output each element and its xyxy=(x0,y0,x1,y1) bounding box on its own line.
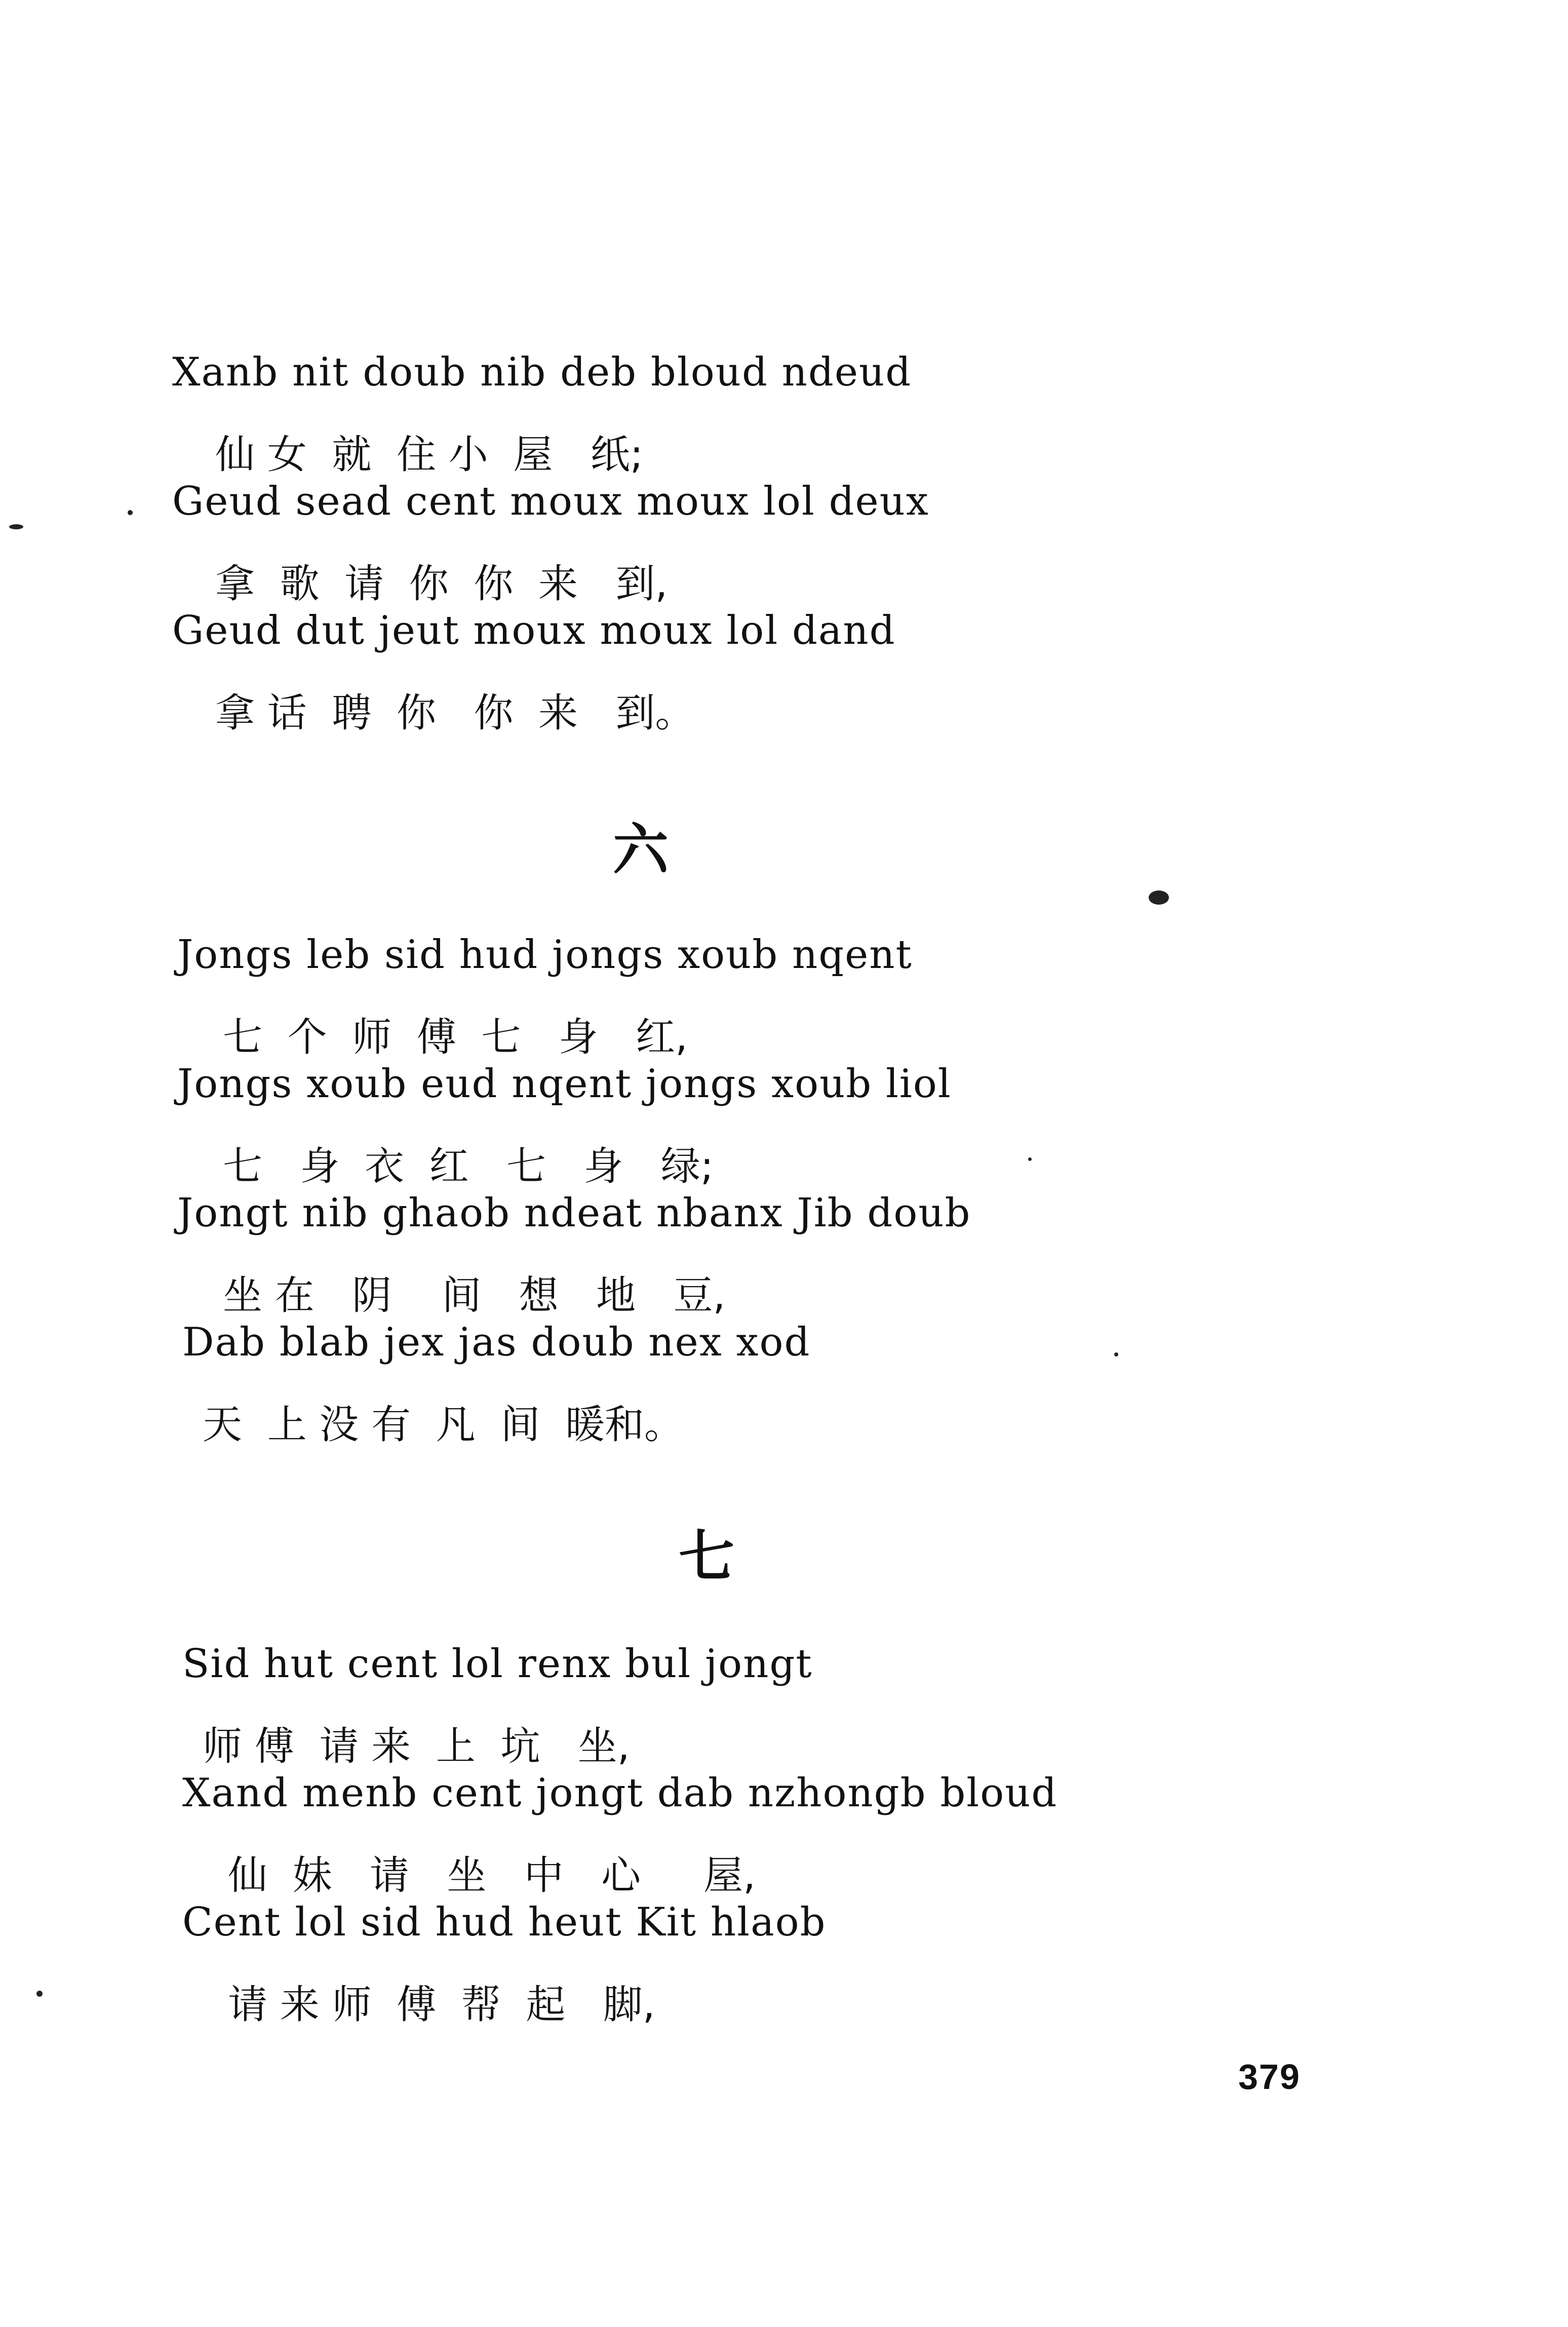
miao-line: Xanb nit doub nib deb bloud ndeud xyxy=(172,350,912,395)
miao-line: Jongs xoub eud nqent jongs xoub liol xyxy=(177,1061,952,1107)
chinese-gloss-line: 七 个 师 傅 七 身 红, xyxy=(223,1015,688,1060)
chinese-gloss-line: 仙 女 就 住 小 屋 纸; xyxy=(215,432,644,478)
miao-line: Jongs leb sid hud jongs xoub nqent xyxy=(177,932,913,978)
ink-speck xyxy=(9,524,23,529)
chinese-gloss-line: 拿 歌 请 你 你 来 到, xyxy=(215,561,668,607)
miao-line: Cent lol sid hud heut Kit hlaob xyxy=(182,1899,827,1945)
chinese-gloss-line: 拿 话 聘 你 你 来 到。 xyxy=(215,690,695,736)
chinese-gloss-line: 七 身 衣 红 七 身 绿; xyxy=(223,1144,714,1189)
ink-speck xyxy=(1149,890,1169,905)
chinese-gloss-line: 天 上 没 有 凡 间 暖和。 xyxy=(203,1402,684,1448)
chinese-gloss-line: 请 来 师 傅 帮 起 脚, xyxy=(228,1982,655,2028)
page-number: 379 xyxy=(1238,2057,1301,2097)
miao-line: Jongt nib ghaob ndeat nbanx Jib doub xyxy=(177,1190,971,1236)
miao-line: Xand menb cent jongt dab nzhongb bloud xyxy=(182,1770,1058,1816)
chinese-gloss-line: 坐 在 阴 间 想 地 豆, xyxy=(223,1273,726,1318)
ink-speck xyxy=(128,510,133,515)
miao-line: Geud sead cent moux moux lol deux xyxy=(172,479,929,524)
chinese-gloss-line: 仙 妹 请 坐 中 心 屋, xyxy=(228,1853,756,1898)
ink-speck xyxy=(1114,1352,1118,1356)
section-heading: 六 xyxy=(613,818,669,882)
miao-line: Sid hut cent lol renx bul jongt xyxy=(182,1641,813,1687)
ink-speck xyxy=(1028,1157,1032,1161)
ink-speck xyxy=(36,1991,43,1997)
chinese-gloss-line: 师 傅 请 来 上 坑 坐, xyxy=(203,1724,630,1769)
miao-line: Dab blab jex jas doub nex xod xyxy=(182,1320,811,1365)
section-heading: 七 xyxy=(679,1524,734,1589)
miao-line: Geud dut jeut moux moux lol dand xyxy=(172,608,896,653)
